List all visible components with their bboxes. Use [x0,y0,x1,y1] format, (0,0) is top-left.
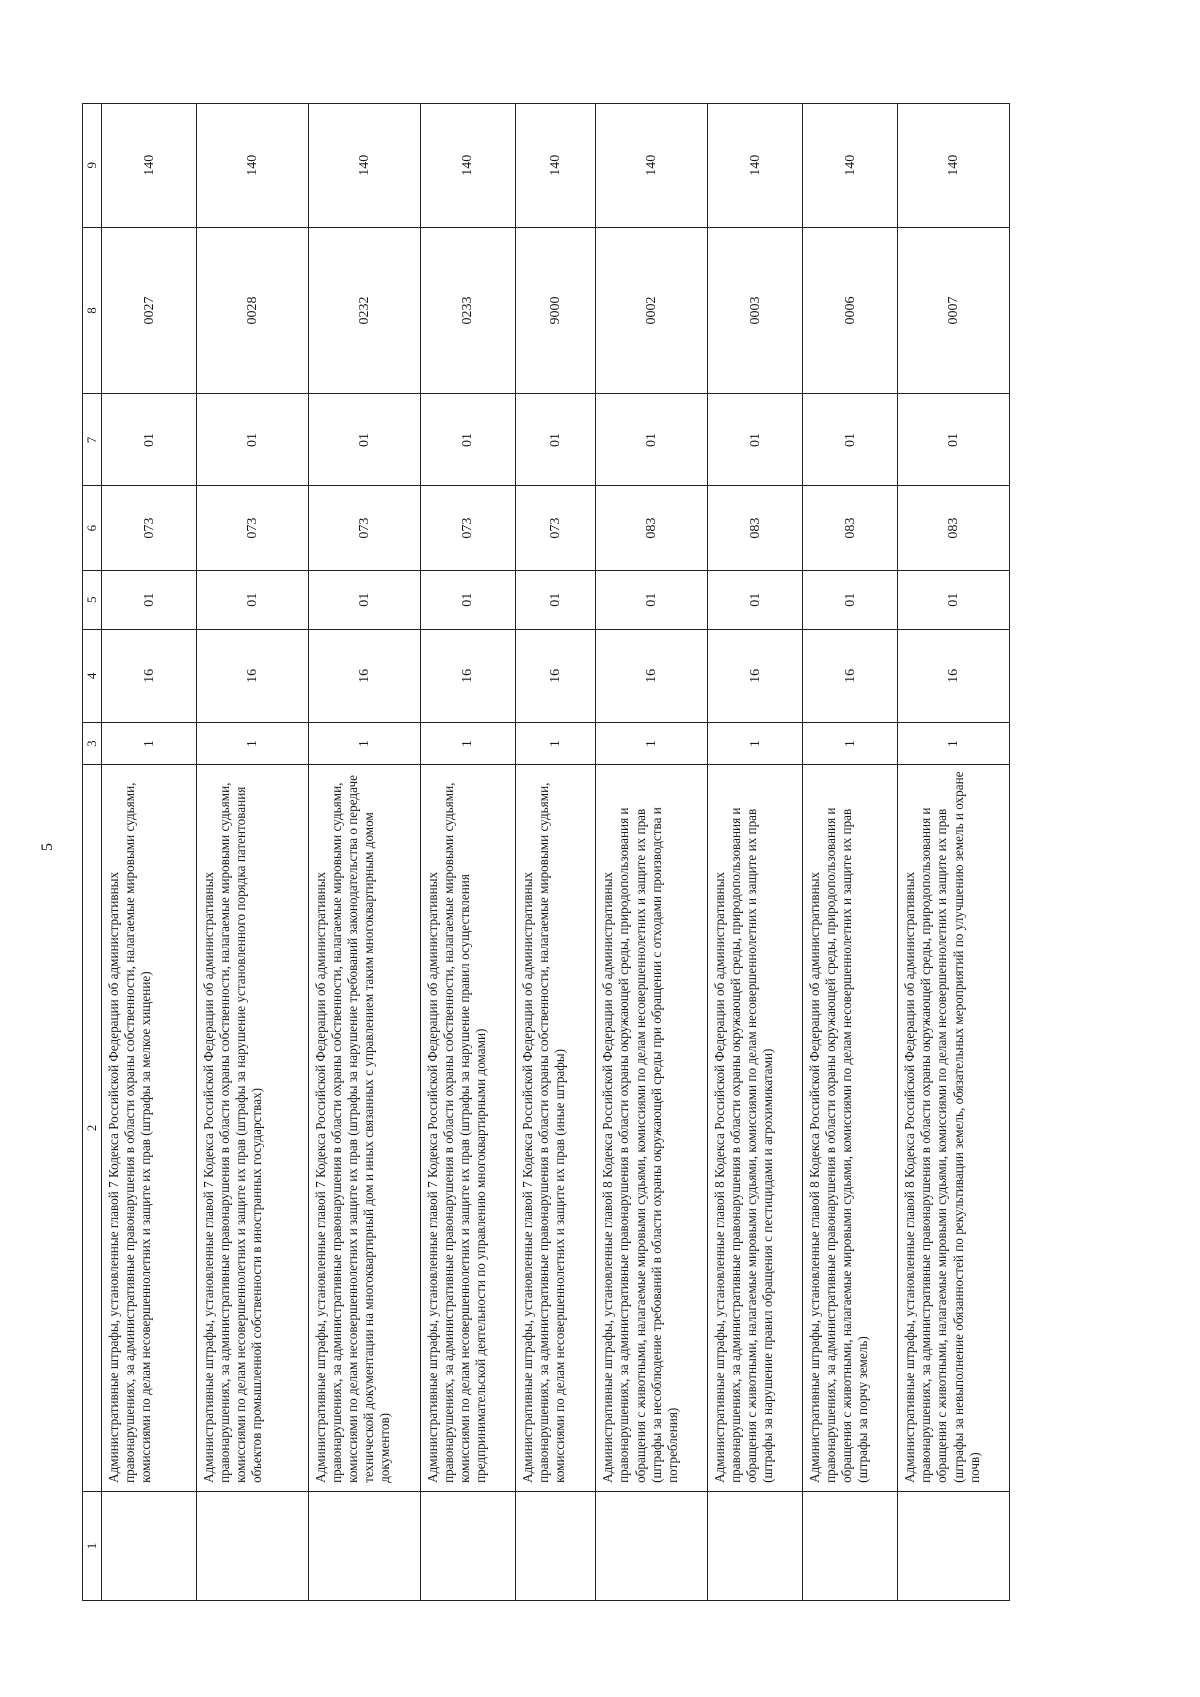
row-admin-code: 1 [708,723,803,765]
row-group-code: 16 [898,629,1010,722]
row-description: Административные штрафы, установленные главой 8 Кодекса Российской Федерации об административных правонарушениях, за административные правонарушения в области охраны окружающей среды, природопользования и обращения с животными, налагаемые мировыми судьями, комиссиями по делам несовершеннолетних и защите их прав (штрафы за невыполнение обязанностей по рекультивации земель, обязательных мероприятий по улучшению земель и охране почв) [898,765,1010,1492]
row-element-code: 0007 [898,227,1010,394]
row-description: Административные штрафы, установленные главой 8 Кодекса Российской Федерации об административных правонарушениях, за административные правонарушения в области охраны окружающей среды, природопользования и обращения с животными, налагаемые мировыми судьями, комиссиями по делам несовершеннолетних и защите их прав (штрафы за порчу земель) [803,765,898,1492]
row-subarticle-code: 01 [515,394,596,486]
row-number [708,1491,803,1600]
row-article-code: 073 [515,486,596,570]
header-col-6: 6 [83,486,102,570]
row-number [898,1491,1010,1600]
row-description: Административные штрафы, установленные главой 7 Кодекса Российской Федерации об административных правонарушениях, за административные правонарушения в области охраны собственности, налагаемые мировыми судьями, комиссиями по делам несовершеннолетних и защите их прав (штрафы за нарушение установленного порядка патентования объектов промышленной собственности в иностранных государствах) [197,765,309,1492]
row-subarticle-code: 01 [102,394,197,486]
row-element-code: 0027 [102,227,197,394]
table-row [803,104,898,1601]
row-group-code: 16 [420,629,515,722]
row-subgroup-code: 01 [420,570,515,629]
header-col-8: 8 [83,227,102,394]
row-admin-code: 1 [308,723,420,765]
row-kosgu-code: 140 [898,104,1010,228]
row-article-code: 073 [197,486,309,570]
row-number [102,1491,197,1600]
row-subgroup-code: 01 [308,570,420,629]
row-number [803,1491,898,1600]
row-description: Административные штрафы, установленные главой 8 Кодекса Российской Федерации об административных правонарушениях, за административные правонарушения в области охраны окружающей среды, природопользования и обращения с животными, налагаемые мировыми судьями, комиссиями по делам несовершеннолетних и защите их прав (штрафы за нарушение правил обращения с пестицидами и агрохимикатами) [708,765,803,1492]
header-col-3: 3 [83,723,102,765]
row-subarticle-code: 01 [898,394,1010,486]
row-group-code: 16 [197,629,309,722]
row-article-code: 083 [708,486,803,570]
row-subgroup-code: 01 [803,570,898,629]
table-row [708,104,803,1601]
table-body [102,104,1010,1601]
row-number [515,1491,596,1600]
row-description: Административные штрафы, установленные главой 7 Кодекса Российской Федерации об административных правонарушениях, за административные правонарушения в области охраны собственности, налагаемые мировыми судьями, комиссиями по делам несовершеннолетних и защите их прав (иные штрафы) [515,765,596,1492]
row-subarticle-code: 01 [308,394,420,486]
row-subgroup-code: 01 [515,570,596,629]
row-article-code: 083 [596,486,708,570]
header-col-5: 5 [83,570,102,629]
row-kosgu-code: 140 [102,104,197,228]
row-article-code: 073 [102,486,197,570]
row-element-code: 9000 [515,227,596,394]
budget-classification-table [82,103,1010,1601]
row-group-code: 16 [803,629,898,722]
row-subgroup-code: 01 [197,570,309,629]
row-subarticle-code: 01 [197,394,309,486]
row-subgroup-code: 01 [898,570,1010,629]
header-col-7: 7 [83,394,102,486]
row-subarticle-code: 01 [708,394,803,486]
header-col-4: 4 [83,629,102,722]
rotated-table-region [82,103,1200,1550]
row-element-code: 0002 [596,227,708,394]
row-element-code: 0028 [197,227,309,394]
row-admin-code: 1 [898,723,1010,765]
row-kosgu-code: 140 [803,104,898,228]
row-admin-code: 1 [596,723,708,765]
row-kosgu-code: 140 [420,104,515,228]
header-col-2: 2 [83,765,102,1492]
row-description: Административные штрафы, установленные главой 7 Кодекса Российской Федерации об административных правонарушениях, за административные правонарушения в области охраны собственности, налагаемые мировыми судьями, комиссиями по делам несовершеннолетних и защите их прав (штрафы за нарушение правил осуществления предпринимательской деятельности по управлению многоквартирными домами) [420,765,515,1492]
table-row [197,104,309,1601]
row-kosgu-code: 140 [515,104,596,228]
row-subarticle-code: 01 [420,394,515,486]
row-group-code: 16 [102,629,197,722]
row-admin-code: 1 [515,723,596,765]
table-row [596,104,708,1601]
row-admin-code: 1 [102,723,197,765]
row-description: Административные штрафы, установленные главой 7 Кодекса Российской Федерации об административных правонарушениях, за административные правонарушения в области охраны собственности, налагаемые мировыми судьями, комиссиями по делам несовершеннолетних и защите их прав (штрафы за мелкое хищение) [102,765,197,1492]
header-col-9: 9 [83,104,102,228]
row-element-code: 0233 [420,227,515,394]
row-kosgu-code: 140 [708,104,803,228]
table-row [420,104,515,1601]
table-row [898,104,1010,1601]
row-subarticle-code: 01 [803,394,898,486]
row-subgroup-code: 01 [102,570,197,629]
row-number [308,1491,420,1600]
row-group-code: 16 [515,629,596,722]
row-description: Административные штрафы, установленные главой 8 Кодекса Российской Федерации об административных правонарушениях, за административные правонарушения в области охраны окружающей среды, природопользования и обращения с животными, налагаемые мировыми судьями, комиссиями по делам несовершеннолетних и защите их прав (штрафы за несоблюдение требований в области охраны окружающей среды при обращении с отходами производства и потребления) [596,765,708,1492]
header-col-1: 1 [83,1491,102,1600]
row-element-code: 0003 [708,227,803,394]
row-subgroup-code: 01 [708,570,803,629]
row-article-code: 083 [803,486,898,570]
row-admin-code: 1 [803,723,898,765]
row-subgroup-code: 01 [596,570,708,629]
table-row [102,104,197,1601]
row-group-code: 16 [308,629,420,722]
row-group-code: 16 [596,629,708,722]
row-kosgu-code: 140 [596,104,708,228]
row-admin-code: 1 [197,723,309,765]
row-number [197,1491,309,1600]
table-header-row [83,104,102,1601]
row-number [596,1491,708,1600]
row-element-code: 0006 [803,227,898,394]
row-subarticle-code: 01 [596,394,708,486]
table-row [308,104,420,1601]
row-admin-code: 1 [420,723,515,765]
row-number [420,1491,515,1600]
page-number: 5 [39,843,56,851]
row-element-code: 0232 [308,227,420,394]
row-article-code: 073 [308,486,420,570]
table-row [515,104,596,1601]
row-group-code: 16 [708,629,803,722]
row-kosgu-code: 140 [197,104,309,228]
row-kosgu-code: 140 [308,104,420,228]
row-article-code: 083 [898,486,1010,570]
row-article-code: 073 [420,486,515,570]
row-description: Административные штрафы, установленные главой 7 Кодекса Российской Федерации об административных правонарушениях, за административные правонарушения в области охраны собственности, налагаемые мировыми судьями, комиссиями по делам несовершеннолетних и защите их прав (штрафы за нарушение требований законодательства о передаче технической документации на многоквартирный дом и иных связанных с управлением таким многоквартирным домом документов) [308,765,420,1492]
